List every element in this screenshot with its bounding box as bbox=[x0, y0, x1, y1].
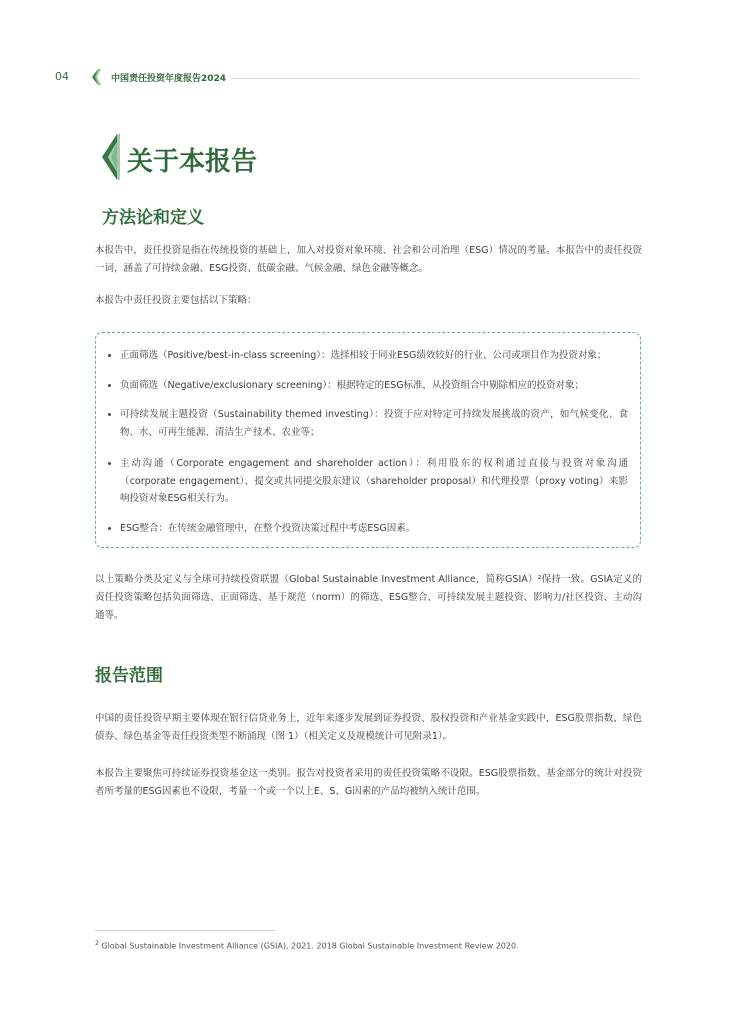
scope-paragraph: 本报告主要聚焦可持续证券投资基金这一类别。报告对投资者采用的责任投资策略不设限。ESG股票指数、基金部分的统计对投资者所考量的ESG因素也不设限，考量一个或一个以上E、S、G因素的产品均被纳入统计范围。 bbox=[95, 768, 642, 797]
methodology-closing: 以上策略分类及定义与全球可持续投资联盟（Global Sustainable Investment Alliance，简称GSIA）²保持一致。GSIA定义的责任投资策略包括负面筛选、正面筛选、基于规范（norm）的筛选、ESG整合、可持续发展主题投资、影响力/社区投资、主动沟通等。 bbox=[95, 574, 642, 621]
strategies-lead: 本报告中责任投资主要包括以下策略： bbox=[95, 295, 257, 306]
bullet-dot bbox=[108, 413, 111, 416]
header-chevron-icon bbox=[92, 69, 102, 85]
footnote bbox=[95, 940, 655, 951]
bullet-dot bbox=[108, 384, 111, 387]
header-rule bbox=[231, 78, 639, 79]
scope-heading: 报告范围 bbox=[95, 666, 163, 686]
bullet-dot bbox=[108, 527, 111, 530]
bullet-dot bbox=[108, 462, 111, 465]
methodology-heading: 方法论和定义 bbox=[102, 208, 204, 228]
scope-paragraph: 中国的责任投资早期主要体现在银行信贷业务上，近年来逐步发展到证券投资、股权投资和产业基金实践中，ESG股票指数、绿色债券、绿色基金等责任投资类型不断涌现（图 1）（相关定义及规模统计可见附录1）。 bbox=[95, 713, 642, 742]
strategy-item: 负面筛选（Negative/exclusionary screening）：根据特定的ESG标准，从投资组合中剔除相应的投资对象； bbox=[108, 377, 628, 395]
running-header-title: 中国责任投资年度报告2024 bbox=[111, 74, 227, 84]
strategy-item: ESG整合：在传统金融管理中，在整个投资决策过程中考虑ESG因素。 bbox=[108, 520, 628, 538]
strategy-item: 可持续发展主题投资（Sustainability themed investing）：投资于应对特定可持续发展挑战的资产，如气候变化、食物、水、可再生能源、清洁生产技术、农业等； bbox=[108, 406, 628, 441]
footnote-rule bbox=[95, 930, 275, 931]
page-number: 04 bbox=[55, 70, 69, 83]
strategy-item: 正面筛选（Positive/best-in-class screening）：选择相较于同业ESG绩效较好的行业、公司或项目作为投资对象； bbox=[108, 347, 628, 365]
strategy-box bbox=[95, 332, 641, 548]
title-chevron-icon bbox=[100, 134, 120, 180]
strategy-item: 主动沟通（Corporate engagement and shareholder action）：利用股东的权利通过直接与投资对象沟通（corporate engagement）、提交或共同提交股东建议（shareholder proposal）和代理投票（proxy voting）来影响投资对象ESG相关行为。 bbox=[108, 455, 628, 508]
footnote-text: Global Sustainable Investment Alliance (GSIA), 2021. 2018 Global Sustainable Investment Review 2020. bbox=[101, 941, 519, 951]
bullet-dot bbox=[108, 354, 111, 357]
methodology-intro: 本报告中，责任投资是指在传统投资的基础上，加入对投资对象环境、社会和公司治理（ESG）情况的考量。本报告中的责任投资一词，涵盖了可持续金融、ESG投资、低碳金融、气候金融、绿色金融等概念。 bbox=[95, 245, 642, 274]
page-title: 关于本报告 bbox=[127, 147, 258, 177]
footnote-marker: 2 bbox=[95, 940, 99, 947]
